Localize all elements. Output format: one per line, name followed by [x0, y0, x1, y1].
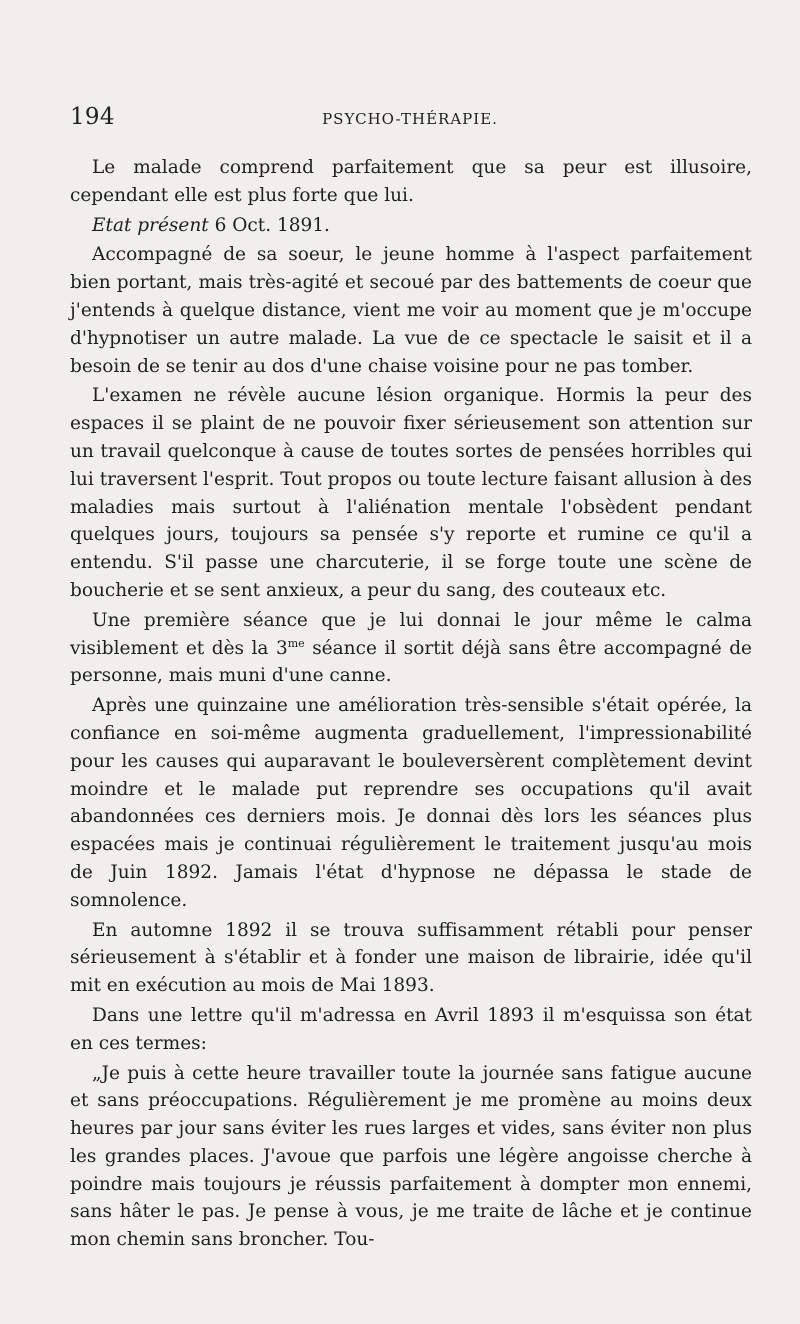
paragraph-examen: L'examen ne révèle aucune lésion organique. Hormis la peur des espaces il se plaint de ne pouvoir fixer sérieusement son attention sur un travail quelconque à cause de toutes sortes de pensées horribles qui lui traversent l'esprit. Tout propos ou toute lecture faisant allusion à des maladies mais surtout à l'aliénation mentale l'obsèdent pendant quelques jours, toujours sa pensée s'y reporte et rumine ce qu'il a entendu. S'il passe une charcuterie, il se forge toute une scène de boucherie et se sent anxieux, a peur du sang, des couteaux etc.: [70, 385, 752, 601]
premiere-seance-text-end: séance il sortit déjà sans être accompagné de personne, mais muni d'une canne.: [70, 637, 752, 687]
page-header: [70, 104, 750, 136]
paragraph-lettre: Dans une lettre qu'il m'adressa en Avril 1893 il m'esquissa son état en ces termes:: [70, 1004, 752, 1054]
paragraph-quinzaine: Après une quinzaine une amélioration très-sensible s'était opérée, la confiance en soi-même augmenta graduellement, l'impressionabilité pour les causes qui auparavant le bouleversèrent complètement devint moindre et le malade put reprendre ses occupations qu'il avait abandonnées ces derniers mois. Je donnai dès lors les séances plus espacées mais je continuai régulièrement le traitement jusqu'au mois de Juin 1892. Jamais l'état d'hypnose ne dépassa le stade de somnolence.: [70, 695, 752, 911]
running-title: PSYCHO-THÉRAPIE.: [322, 110, 498, 128]
paragraph-premiere-seance: [70, 607, 752, 690]
paragraph-automne: En automne 1892 il se trouva suffisamment rétabli pour penser sérieusement à s'établir et à fonder une maison de librairie, idée qu'il mit en exécution au mois de Mai 1893.: [70, 919, 752, 997]
superscript-me: me: [287, 636, 305, 650]
etat-present-label: Etat présent: [92, 214, 209, 236]
paragraph-peur-illusoire: Le malade comprend parfaitement que sa peur est illusoire, cependant elle est plus forte que lui.: [70, 157, 752, 206]
premiere-seance-text: Une première séance que je lui donnai le jour même le calma visiblement et dès la 3: [70, 609, 752, 659]
main-text: [70, 154, 752, 1254]
page-number: 194: [70, 104, 115, 130]
paragraph-etat-present: [70, 212, 752, 240]
etat-present-date: 6 Oct. 1891.: [208, 214, 330, 236]
paragraph-accompagne: Accompagné de sa soeur, le jeune homme à l'aspect parfaitement bien portant, mais très-agité et secoué par des battements de coeur que j'entends à quelque distance, vient me voir au moment que je m'occupe d'hypnotiser un autre malade. La vue de ce spectacle le saisit et il a besoin de se tenir au dos d'une chaise voisine pour ne pas tomber.: [70, 244, 752, 377]
paragraph-citation: „Je puis à cette heure travailler toute la journée sans fatigue aucune et sans préoccupations. Régulièrement je me promène au moins deux heures par jour sans éviter les rues larges et vides, sans éviter non plus les grandes places. J'avoue que parfois une légère angoisse cherche à poindre mais toujours je réussis parfaitement à dompter mon ennemi, sans hâter le pas. Je pense à vous, je me traite de lâche et je continue mon chemin sans broncher. Tou-: [70, 1062, 752, 1251]
